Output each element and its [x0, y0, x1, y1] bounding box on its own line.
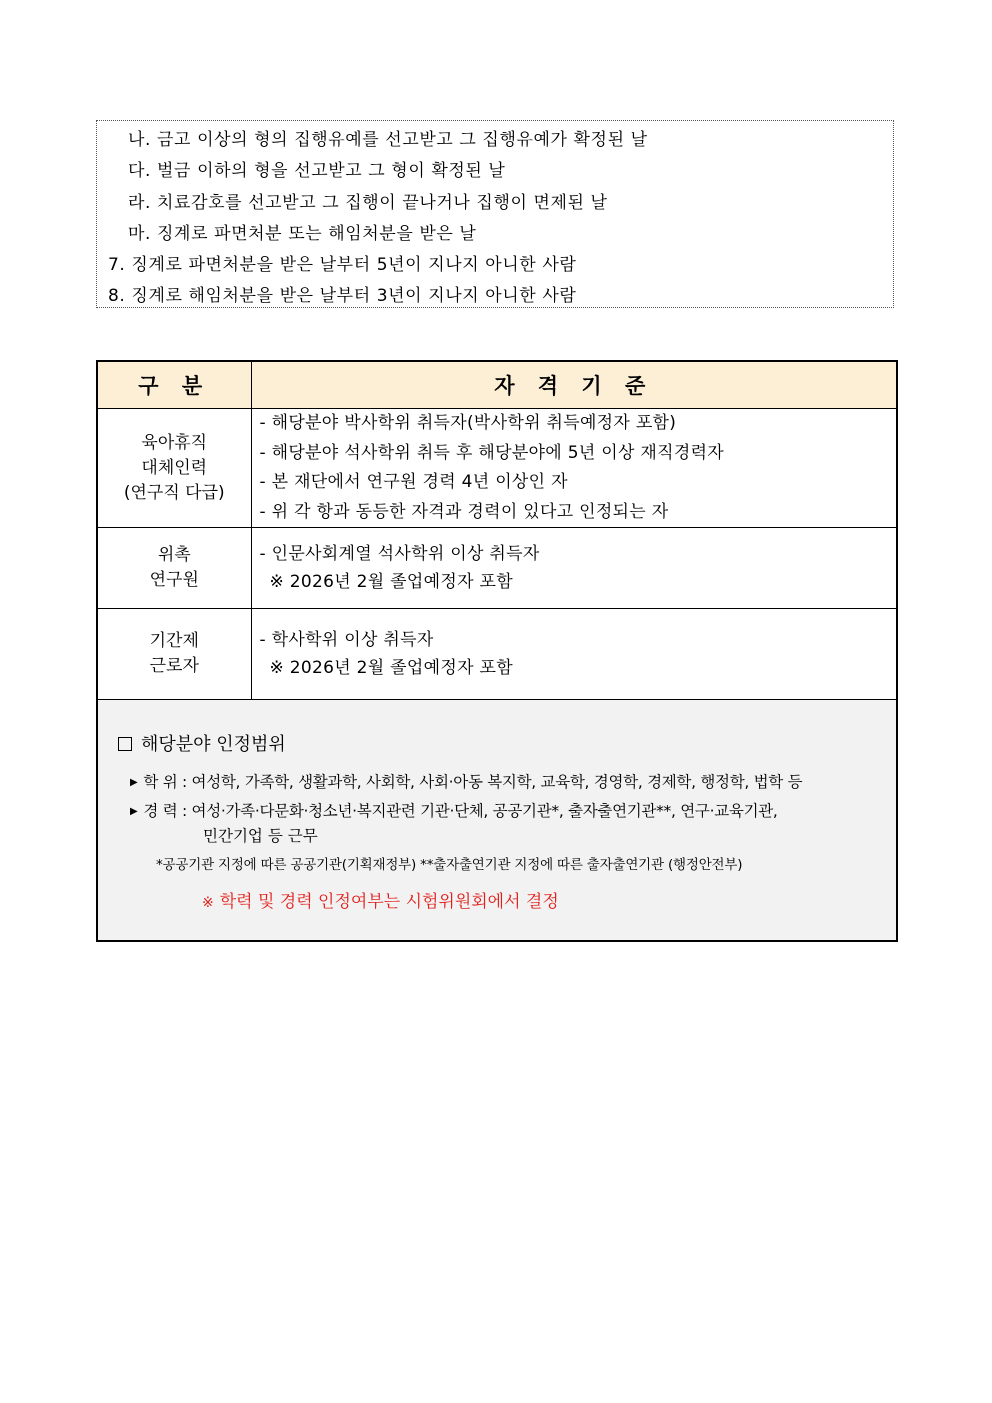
triangle-bullet-icon: ▶ [130, 806, 138, 817]
scope-title-text: 해당분야 인정범위 [141, 734, 286, 755]
degree-line [130, 770, 802, 792]
header-category: 구 분 [97, 361, 251, 409]
disqualification-item: 마. 징계로 파면처분 또는 해임처분을 받은 날 [128, 223, 477, 244]
disqualification-item: 나. 금고 이상의 형의 집행유예를 선고받고 그 집행유예가 확정된 날 [128, 130, 648, 150]
degree-text: 학 위 : 여성학, 가족학, 생활과학, 사회학, 사회·아동 복지학, 교육학, 경영학, 경제학, 행정학, 법학 등 [143, 773, 803, 791]
career-line [130, 799, 778, 821]
career-text: 경 력 : 여성·가족·다문화·청소년·복지관련 기관·단체, 공공기관*, 출자출연기관**, 연구·교육기관, [143, 802, 778, 820]
category-line: 기간제 [149, 631, 199, 651]
disqualification-item: 라. 치료감호를 선고받고 그 집행이 끝나거나 집행이 면제된 날 [128, 192, 608, 213]
criteria-cell [251, 609, 897, 700]
disqualification-box [96, 120, 894, 308]
category-line: (연구직 다급) [123, 482, 225, 503]
category-line: 대체인력 [141, 457, 208, 478]
criteria-line: - 위 각 항과 동등한 자격과 경력이 있다고 인정되는 자 [259, 501, 669, 522]
category-line: 위촉 [157, 545, 191, 565]
scope-row [97, 700, 897, 942]
checkbox-square-icon [118, 737, 132, 751]
criteria-line: - 해당분야 박사학위 취득자(박사학위 취득예정자 포함) [259, 413, 677, 433]
triangle-bullet-icon: ▶ [130, 777, 138, 788]
category-cell [97, 528, 251, 609]
criteria-note: ※ 2026년 2월 졸업예정자 포함 [269, 658, 513, 678]
disqualification-item: 다. 벌금 이하의 형을 선고받고 그 형이 확정된 날 [128, 161, 506, 182]
criteria-line: - 본 재단에서 연구원 경력 4년 이상인 자 [259, 472, 568, 492]
criteria-cell [251, 409, 897, 528]
disqualification-item: 8. 징계로 해임처분을 받은 날부터 3년이 지나지 아니한 사람 [108, 286, 577, 307]
qualification-table [96, 360, 898, 942]
header-criteria: 자 격 기 준 [251, 361, 897, 409]
table-header-row [97, 361, 897, 409]
warning-text: 학력 및 경력 인정여부는 시험위원회에서 결정 [219, 892, 559, 912]
criteria-line: - 해당분야 석사학위 취득 후 해당분야에 5년 이상 재직경력자 [259, 442, 725, 463]
category-cell [97, 609, 251, 700]
decision-warning [202, 887, 559, 912]
category-line: 연구원 [149, 570, 199, 590]
criteria-note: ※ 2026년 2월 졸업예정자 포함 [269, 572, 513, 592]
scope-cell [97, 700, 897, 942]
criteria-line: - 학사학위 이상 취득자 [259, 630, 434, 650]
scope-title [118, 730, 286, 756]
career-continuation: 민간기업 등 근무 [203, 827, 318, 845]
table-row [97, 609, 897, 700]
criteria-cell [251, 528, 897, 609]
table-row [97, 528, 897, 609]
criteria-line: - 인문사회계열 석사학위 이상 취득자 [259, 544, 540, 564]
scope-footnote: *공공기관 지정에 따른 공공기관(기획재정부) **출자출연기관 지정에 따른 출자출연기관 (행정안전부) [156, 857, 743, 873]
category-cell [97, 409, 251, 528]
reference-mark-icon: ※ [202, 895, 214, 911]
disqualification-item: 7. 징계로 파면처분을 받은 날부터 5년이 지나지 아니한 사람 [108, 255, 577, 276]
category-line: 근로자 [149, 656, 199, 676]
category-line: 육아휴직 [141, 432, 208, 453]
table-row [97, 409, 897, 528]
